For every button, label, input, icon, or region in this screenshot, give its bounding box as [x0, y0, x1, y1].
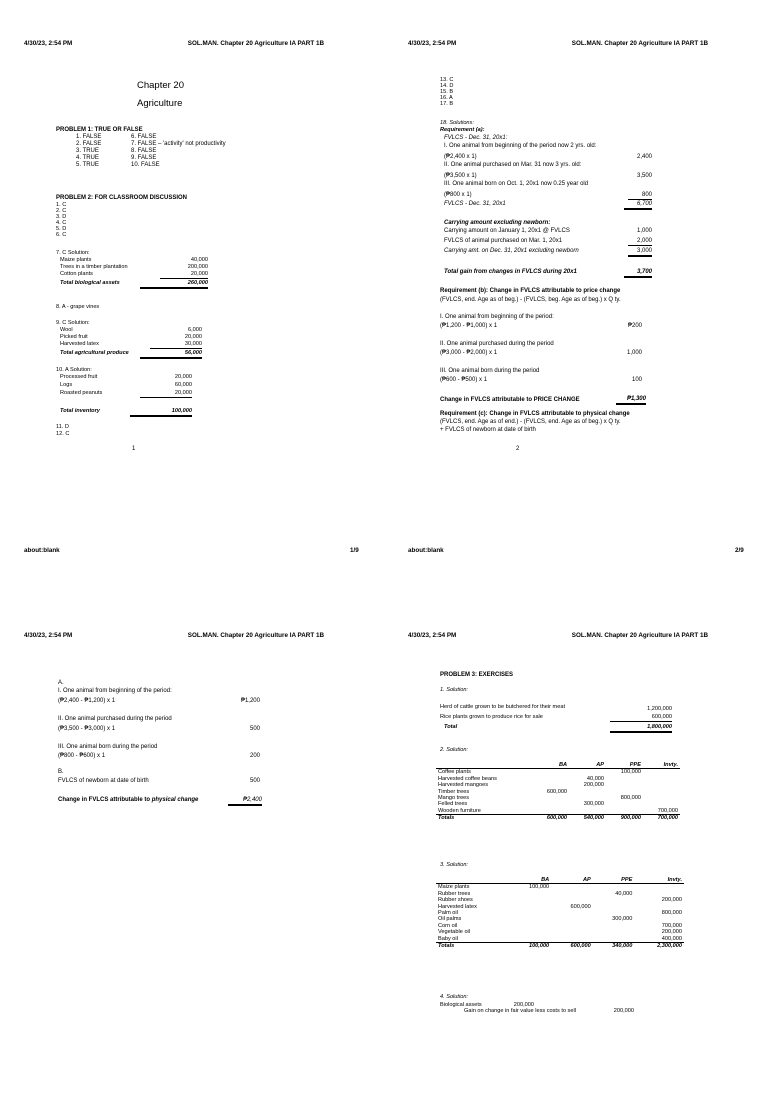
row-label: Wool [60, 327, 73, 333]
row-value: 600,000 [610, 714, 672, 722]
physical-change-text: Change in FVLCS attributable to [58, 797, 151, 803]
row-label-cell: Maize plants [438, 884, 470, 891]
page-number: 1 [132, 446, 136, 452]
exercise-2-table [436, 762, 680, 822]
physical-change-value: ₱2,400 [228, 797, 262, 806]
column-header: BA [532, 762, 569, 769]
footer-url: about:blank [24, 547, 60, 554]
header-cell [436, 762, 532, 769]
column-header: Invty. [634, 877, 684, 884]
total-label: Total agricultural produce [60, 350, 129, 356]
value-cell [551, 936, 593, 943]
row-label-cell: Oil palms [438, 916, 462, 923]
total-value: 6,700 [624, 201, 652, 210]
part-b: B. [58, 769, 64, 775]
row-label: FVLCS of animal purchased on Mar. 1, 20x1 [444, 238, 563, 244]
list-item: 14. D [440, 83, 454, 90]
value-cell: 800,000 [620, 795, 641, 802]
row-value: 20,000 [184, 334, 202, 340]
row-value: 60,000 [174, 382, 192, 388]
list-item: 16. A [440, 95, 453, 102]
doc-title: SOL.MAN. Chapter 20 Agriculture IA PART 1B [187, 40, 324, 47]
page-header [24, 632, 324, 639]
row-value: 200,000 [513, 1002, 534, 1008]
row-label-cell: Timber trees [438, 788, 470, 795]
value-cell [569, 808, 606, 815]
row-calc: (₱2,400 x 1) [444, 154, 477, 160]
row-calc: (₱3,500 - ₱3,000) x 1 [58, 726, 116, 732]
value-cell [510, 936, 552, 943]
row-calc: (₱1,200 - ₱1,000) x 1 [440, 323, 498, 329]
print-date: 4/30/23, 2:54 PM [408, 40, 457, 47]
print-date: 4/30/23, 2:54 PM [24, 40, 73, 47]
table-row [436, 884, 684, 891]
list-item: 1. FALSE [76, 134, 102, 140]
print-date: 4/30/23, 2:54 PM [24, 632, 73, 639]
requirement-c-formula-2: + FVLCS of newborn at date of birth [440, 427, 536, 433]
header-cell [436, 877, 510, 884]
row-calc: (₱800 x 1) [444, 192, 472, 198]
total-value: 56,000 [140, 350, 202, 359]
list-item: 2. FALSE [76, 141, 102, 147]
page-header [24, 40, 324, 47]
requirement-a: Requirement (a): [440, 127, 485, 133]
row-label: Gain on change in fair value less costs to sell [464, 1008, 576, 1014]
list-item: 3. D [56, 214, 67, 221]
value-cell [593, 884, 635, 891]
total-value: 1,800,000 [610, 724, 672, 733]
value-cell: 700,000 [657, 807, 678, 814]
list-item: 13. C [440, 77, 454, 83]
problem-2-heading: PROBLEM 2: FOR CLASSROOM DISCUSSION [56, 195, 188, 201]
total-label: Total inventory [60, 408, 100, 414]
total-gain-label: Total gain from changes in FVLCS during 20x1 [444, 269, 577, 275]
row-value: ₱200 [627, 323, 642, 329]
row-label: Processed fruit [60, 374, 98, 380]
price-change-label: Change in FVLCS attributable to PRICE CHANGE [440, 397, 580, 403]
value-cell: 300,000 [612, 916, 633, 923]
item-9: 9. C Solution: [56, 320, 90, 326]
value-cell: 600,000 [551, 943, 593, 950]
print-date: 4/30/23, 2:54 PM [408, 632, 457, 639]
row-calc: (₱800 - ₱600) x 1 [58, 753, 106, 759]
row-label-cell: Harvested mangoes [438, 782, 489, 789]
requirement-b-formula: (FVLCS, end. Age as of beg.) - (FVLCS, beg. Age as of beg.) x Q ty. [440, 297, 621, 303]
row-value: 100 [631, 377, 642, 383]
item-7: 7. C Solution: [56, 250, 90, 256]
solution-4: 4. Solution: [440, 994, 468, 1000]
value-cell: 600,000 [532, 815, 569, 822]
value-cell: 100,000 [528, 884, 550, 891]
row-label: Roasted peanuts [60, 390, 103, 396]
value-cell [593, 936, 635, 943]
carrying-heading: Carrying amount excluding newborn: [444, 220, 551, 226]
doc-title: SOL.MAN. Chapter 20 Agriculture IA PART 1B [187, 632, 324, 639]
page-4 [384, 592, 768, 1024]
row-value: 3,500 [636, 173, 652, 179]
list-item: 2. C [56, 208, 67, 215]
list-item: 1. C [56, 202, 67, 208]
column-header: PPE [593, 877, 635, 884]
requirement-b: Requirement (b): Change in FVLCS attributable to price change [440, 288, 621, 294]
row-calc: (₱600 - ₱500) x 1 [440, 377, 488, 383]
total-value: 100,000 [130, 408, 192, 417]
footer-page-right: 2/9 [735, 547, 744, 554]
row-label: II. One animal purchased on Mar. 31 now 3 yrs. old: [444, 162, 582, 168]
value-cell: 2,300,000 [634, 943, 684, 950]
footer-page-left: 1/9 [350, 547, 359, 554]
list-item: 8. FALSE [131, 148, 157, 154]
row-label-cell: Wooden furniture [438, 807, 481, 814]
value-cell: 200,000 [661, 929, 682, 936]
row-value: 2,400 [636, 154, 652, 160]
footer-url: about:blank [408, 547, 444, 554]
row-label: III. One animal born during the period [58, 744, 158, 750]
row-label: I. One animal from beginning of the period now 2 yrs. old: [444, 143, 597, 149]
total-label: Carrying amt. on Dec. 31, 20x1 excluding newborn [444, 248, 579, 254]
row-label-cell: Totals [436, 815, 532, 822]
list-item: 6. FALSE [131, 134, 157, 140]
total-label: Total [444, 724, 458, 730]
table-total-row [436, 943, 684, 950]
value-cell: 700,000 [661, 922, 682, 929]
row-calc: (₱3,500 x 1) [444, 173, 477, 179]
row-value: 1,000 [636, 228, 652, 234]
value-cell: 540,000 [569, 815, 606, 822]
row-label-cell: Harvested coffee beans [438, 775, 497, 782]
row-label: Harvested latex [60, 341, 99, 347]
total-gain-value: 3,700 [624, 269, 652, 278]
row-label-cell: Vegetable oil [438, 929, 471, 936]
row-value: 40,000 [190, 257, 208, 263]
chapter-number: Chapter 20 [137, 80, 185, 91]
table-row [436, 769, 680, 776]
row-value: 1,000 [626, 350, 642, 356]
value-cell: 700,000 [643, 815, 680, 822]
solution-3: 3. Solution: [440, 862, 468, 868]
row-label: Trees in a timber plantation [60, 264, 128, 270]
row-value: 6,000 [188, 327, 202, 333]
table-header-row [436, 877, 684, 884]
requirement-c: Requirement (c): Change in FVLCS attributable to physical change [440, 411, 630, 417]
value-cell: 400,000 [661, 935, 682, 942]
value-cell [532, 769, 569, 776]
row-value: 200 [249, 753, 260, 759]
row-label-cell: Totals [436, 943, 510, 950]
total-label: FVLCS - Dec. 31, 20x1 [444, 201, 506, 207]
list-item: 4. TRUE [76, 155, 99, 161]
value-cell: 40,000 [615, 890, 633, 897]
list-item: 12. C [56, 431, 70, 437]
doc-title: SOL.MAN. Chapter 20 Agriculture IA PART 1B [571, 632, 708, 639]
total-label: Total biological assets [60, 280, 120, 286]
row-label-cell: Palm oil [438, 910, 458, 917]
problem-3-heading: PROBLEM 3: EXERCISES [440, 672, 514, 678]
row-value: 30,000 [150, 341, 202, 349]
row-label: FVLCS of newborn at date of birth [58, 778, 149, 784]
row-label-cell: Mango trees [438, 795, 470, 802]
answers-1-6 [56, 202, 66, 239]
row-value: 200,000 [187, 264, 208, 270]
column-header: PPE [606, 762, 643, 769]
total-value: 260,000 [140, 280, 208, 289]
row-label-cell: Harvested latex [438, 903, 477, 910]
fvlcs-heading: FVLCS - Dec. 31, 20x1: [444, 135, 508, 141]
table-total-row [436, 815, 680, 822]
value-cell: 40,000 [586, 775, 605, 782]
value-cell: 600,000 [570, 903, 591, 910]
row-calc: (₱3,000 - ₱2,000) x 1 [440, 350, 498, 356]
item-8: 8. A - grape vines [56, 304, 100, 310]
value-cell: 300,000 [583, 801, 605, 808]
list-item: 15. B [440, 89, 454, 96]
row-label: Picked fruit [60, 334, 88, 340]
table-header-row [436, 762, 680, 769]
solution-1: 1. Solution: [440, 687, 468, 693]
problem-1-heading: PROBLEM 1: TRUE OR FALSE [56, 127, 143, 133]
total-value: 3,000 [628, 248, 652, 257]
row-value: 20,000 [160, 271, 208, 279]
row-label: II. One animal purchased during the period [58, 716, 172, 722]
page-header [408, 40, 708, 47]
list-item: 7. FALSE – 'activity' not productivity [131, 141, 226, 147]
row-label: II. One animal purchased during the period [440, 341, 554, 347]
row-label-cell: Coffee plants [438, 769, 471, 776]
row-value: 200,000 [613, 1008, 634, 1014]
requirement-c-formula: (FVLCS, end. Age as of end.) - (FVLCS, end. Age as of beg.) x Q ty. [440, 419, 621, 425]
row-value: 500 [249, 778, 260, 784]
row-label: Rice plants grown to produce rice for sale [440, 714, 543, 720]
page-1 [0, 0, 384, 512]
row-value: 800 [628, 192, 652, 200]
row-label-cell: Rubber shoes [438, 897, 473, 904]
page-3 [0, 592, 384, 1104]
page-header [408, 632, 708, 639]
item-10: 10. A Solution: [56, 367, 92, 373]
table-row [436, 808, 680, 815]
page-number: 2 [516, 446, 520, 452]
table-row [436, 936, 684, 943]
tf-list-left [76, 134, 101, 169]
tf-list-right [131, 134, 226, 169]
list-item: 5. D [56, 226, 67, 233]
physical-change-label [58, 797, 198, 804]
row-label: Cotton plants [60, 271, 93, 277]
row-label-cell: Corn oil [438, 922, 458, 929]
row-value: 20,000 [174, 374, 192, 380]
list-item: 4. C [56, 220, 67, 227]
list-item: 3. TRUE [76, 148, 99, 154]
list-item: 17. B [440, 101, 454, 108]
row-value: 1,200,000 [647, 706, 672, 712]
chapter-title: Agriculture [137, 98, 183, 109]
value-cell [532, 808, 569, 815]
value-cell [551, 884, 593, 891]
row-label: Maize plants [60, 257, 92, 263]
value-cell [606, 808, 643, 815]
row-label-cell: Baby oil [438, 935, 458, 942]
part-a: A. [58, 680, 64, 686]
row-value: 2,000 [628, 238, 652, 246]
row-calc: (₱2,400 - ₱1,200) x 1 [58, 698, 116, 704]
value-cell: 100,000 [510, 943, 552, 950]
row-value: ₱1,200 [240, 698, 260, 704]
value-cell [634, 884, 684, 891]
value-cell: 340,000 [593, 943, 635, 950]
row-label: Logs [60, 382, 73, 388]
column-header: AP [551, 877, 593, 884]
value-cell: 100,000 [620, 769, 641, 776]
value-cell [643, 769, 680, 776]
physical-change-emphasis: physical change [151, 797, 199, 803]
row-label: III. One animal born on Oct. 1, 20x1 now 0.25 year old [444, 181, 589, 187]
row-label: I. One animal from beginning of the period: [58, 688, 172, 694]
row-label: Herd of cattle grown to be butchered for their meat [440, 704, 565, 710]
column-header: AP [569, 762, 606, 769]
list-item: 11. D [56, 424, 69, 430]
row-value: 20,000 [140, 390, 192, 398]
answers-13-17 [440, 77, 453, 107]
value-cell: 800,000 [661, 910, 682, 917]
item-18: 18. Solutions: [440, 120, 474, 126]
price-change-value: ₱1,300 [616, 396, 646, 405]
column-header: Invty. [643, 762, 680, 769]
value-cell [569, 769, 606, 776]
list-item: 6. C [56, 232, 67, 239]
value-cell: 900,000 [606, 815, 643, 822]
value-cell: 600,000 [546, 788, 568, 795]
answers-11-12 [56, 424, 69, 438]
row-label-cell: Felled trees [438, 801, 468, 808]
value-cell: 200,000 [661, 897, 682, 904]
exercise-3-table [436, 877, 684, 949]
row-label: I. One animal from beginning of the period: [440, 314, 554, 320]
row-label: Carrying amount on January 1, 20x1 @ FVLCS [444, 228, 570, 234]
row-label: Biological assets [440, 1002, 482, 1008]
doc-title: SOL.MAN. Chapter 20 Agriculture IA PART 1B [571, 40, 708, 47]
row-label-cell: Rubber trees [438, 890, 471, 897]
value-cell: 200,000 [583, 782, 605, 789]
column-header: BA [510, 877, 552, 884]
list-item: 5. TRUE [76, 162, 99, 168]
row-label: III. One animal born during the period [440, 368, 540, 374]
list-item: 10. FALSE [131, 162, 160, 168]
solution-2: 2. Solution: [440, 747, 468, 753]
list-item: 9. FALSE [131, 155, 157, 161]
row-value: 500 [249, 726, 260, 732]
page-2 [384, 0, 768, 512]
